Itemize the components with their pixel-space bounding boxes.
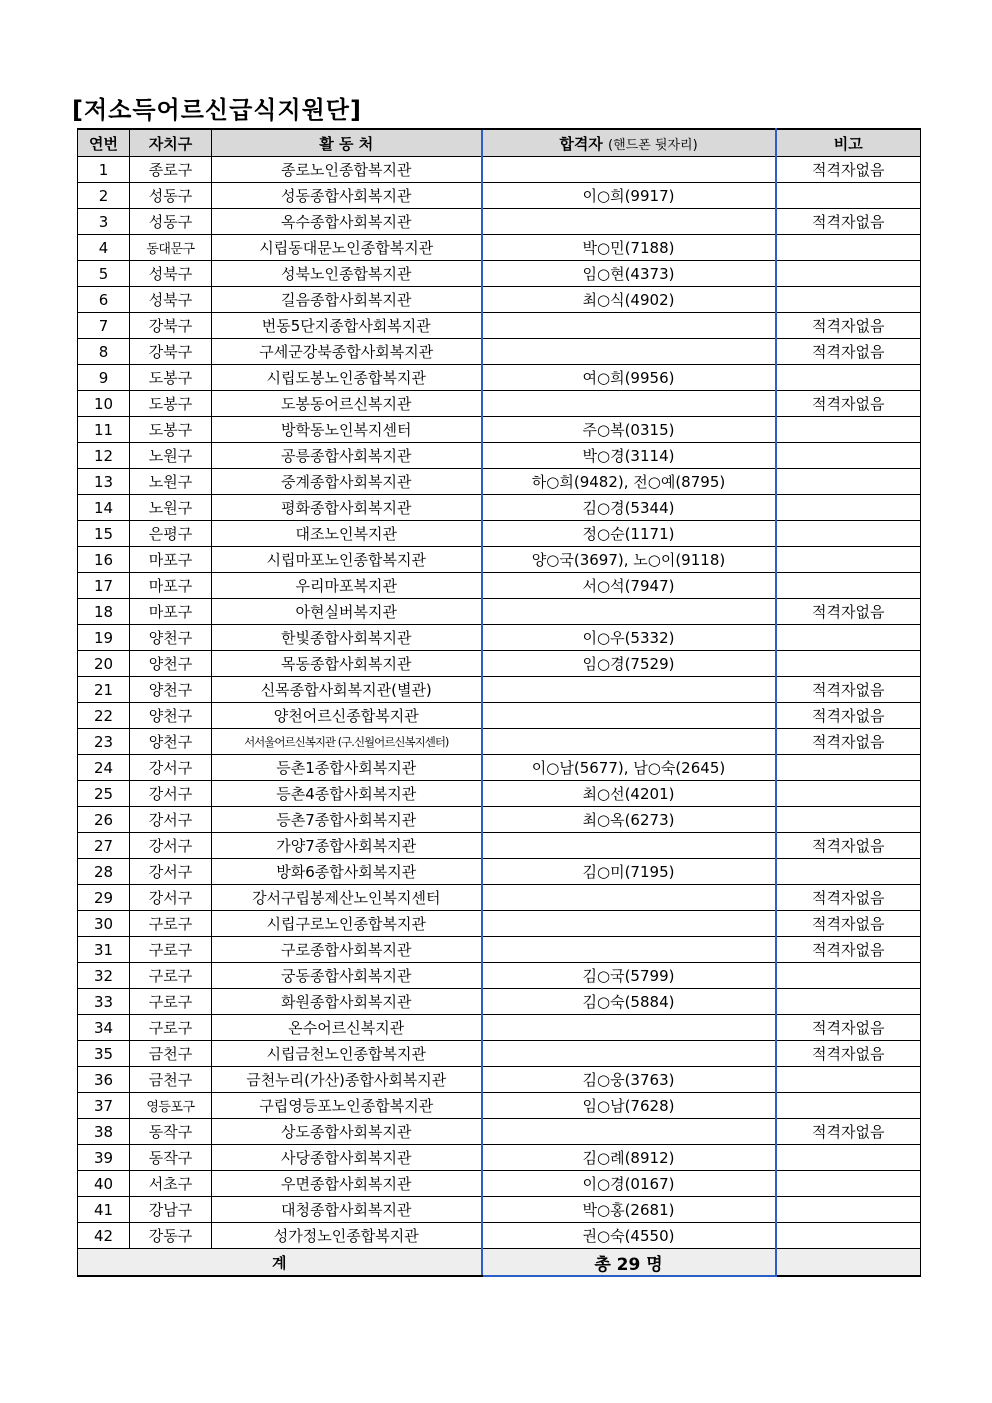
cell-no: 27 (78, 833, 130, 859)
cell-passer (482, 1015, 776, 1041)
cell-remark (776, 1197, 921, 1223)
cell-district: 마포구 (130, 573, 212, 599)
cell-district: 종로구 (130, 157, 212, 183)
cell-no: 30 (78, 911, 130, 937)
table-row (78, 703, 921, 729)
cell-place: 방학동노인복지센터 (212, 417, 482, 443)
cell-remark: 적격자없음 (776, 937, 921, 963)
table-row (78, 365, 921, 391)
cell-passer: 김○숙(5884) (482, 989, 776, 1015)
cell-place: 길음종합사회복지관 (212, 287, 482, 313)
cell-district: 구로구 (130, 989, 212, 1015)
page-title: [저소득어르신급식지원단] (72, 96, 362, 124)
cell-place: 평화종합사회복지관 (212, 495, 482, 521)
cell-passer (482, 313, 776, 339)
table-row (78, 469, 921, 495)
cell-district: 양천구 (130, 703, 212, 729)
cell-remark (776, 963, 921, 989)
table-row (78, 859, 921, 885)
cell-place: 양천어르신종합복지관 (212, 703, 482, 729)
cell-district: 성동구 (130, 183, 212, 209)
table-row (78, 547, 921, 573)
cell-remark: 적격자없음 (776, 339, 921, 365)
cell-district: 구로구 (130, 1015, 212, 1041)
cell-no: 39 (78, 1145, 130, 1171)
cell-no: 25 (78, 781, 130, 807)
table-row (78, 287, 921, 313)
cell-passer: 김○례(8912) (482, 1145, 776, 1171)
table-row (78, 781, 921, 807)
cell-place: 궁동종합사회복지관 (212, 963, 482, 989)
cell-district: 강동구 (130, 1223, 212, 1249)
cell-remark (776, 287, 921, 313)
cell-place: 등촌7종합사회복지관 (212, 807, 482, 833)
cell-passer: 서○석(7947) (482, 573, 776, 599)
cell-passer: 이○경(0167) (482, 1171, 776, 1197)
cell-remark (776, 183, 921, 209)
cell-no: 33 (78, 989, 130, 1015)
cell-passer (482, 833, 776, 859)
cell-no: 1 (78, 157, 130, 183)
cell-district: 은평구 (130, 521, 212, 547)
cell-passer (482, 729, 776, 755)
cell-place: 도봉동어르신복지관 (212, 391, 482, 417)
table-row (78, 261, 921, 287)
cell-no: 38 (78, 1119, 130, 1145)
table-row (78, 1093, 921, 1119)
cell-remark (776, 469, 921, 495)
cell-remark: 적격자없음 (776, 599, 921, 625)
cell-district: 강북구 (130, 313, 212, 339)
cell-remark (776, 989, 921, 1015)
cell-remark (776, 573, 921, 599)
cell-district: 마포구 (130, 547, 212, 573)
cell-passer (482, 339, 776, 365)
cell-place: 우면종합사회복지관 (212, 1171, 482, 1197)
cell-place: 종로노인종합복지관 (212, 157, 482, 183)
cell-no: 9 (78, 365, 130, 391)
cell-place: 구로종합사회복지관 (212, 937, 482, 963)
cell-place: 시립동대문노인종합복지관 (212, 235, 482, 261)
cell-place: 성동종합사회복지관 (212, 183, 482, 209)
cell-passer: 여○희(9956) (482, 365, 776, 391)
header-remark: 비고 (776, 129, 921, 157)
cell-remark (776, 1067, 921, 1093)
cell-place: 공릉종합사회복지관 (212, 443, 482, 469)
cell-remark (776, 235, 921, 261)
table-row (78, 937, 921, 963)
cell-passer: 김○경(5344) (482, 495, 776, 521)
cell-place: 우리마포복지관 (212, 573, 482, 599)
cell-passer (482, 937, 776, 963)
table-row (78, 833, 921, 859)
cell-remark: 적격자없음 (776, 391, 921, 417)
cell-district: 도봉구 (130, 417, 212, 443)
cell-passer: 양○국(3697), 노○이(9118) (482, 547, 776, 573)
cell-place: 금천누리(가산)종합사회복지관 (212, 1067, 482, 1093)
cell-district: 노원구 (130, 469, 212, 495)
header-district: 자치구 (130, 129, 212, 157)
table-row (78, 963, 921, 989)
cell-passer: 이○우(5332) (482, 625, 776, 651)
cell-district: 구로구 (130, 963, 212, 989)
cell-no: 34 (78, 1015, 130, 1041)
cell-no: 28 (78, 859, 130, 885)
cell-remark (776, 1093, 921, 1119)
cell-place: 사당종합사회복지관 (212, 1145, 482, 1171)
cell-remark (776, 495, 921, 521)
cell-no: 19 (78, 625, 130, 651)
cell-no: 20 (78, 651, 130, 677)
cell-remark (776, 365, 921, 391)
cell-remark: 적격자없음 (776, 1015, 921, 1041)
cell-district: 양천구 (130, 651, 212, 677)
table-row (78, 1197, 921, 1223)
cell-remark: 적격자없음 (776, 885, 921, 911)
cell-place: 시립금천노인종합복지관 (212, 1041, 482, 1067)
cell-no: 26 (78, 807, 130, 833)
cell-no: 31 (78, 937, 130, 963)
header-passer (482, 129, 776, 157)
cell-place: 등촌4종합사회복지관 (212, 781, 482, 807)
cell-no: 12 (78, 443, 130, 469)
cell-no: 16 (78, 547, 130, 573)
cell-place: 상도종합사회복지관 (212, 1119, 482, 1145)
cell-passer: 최○식(4902) (482, 287, 776, 313)
cell-remark: 적격자없음 (776, 677, 921, 703)
cell-place: 시립도봉노인종합복지관 (212, 365, 482, 391)
cell-place: 온수어르신복지관 (212, 1015, 482, 1041)
cell-passer (482, 1041, 776, 1067)
header-no: 연번 (78, 129, 130, 157)
cell-district: 성북구 (130, 261, 212, 287)
cell-no: 37 (78, 1093, 130, 1119)
cell-place: 성가정노인종합복지관 (212, 1223, 482, 1249)
cell-passer (482, 885, 776, 911)
cell-no: 32 (78, 963, 130, 989)
cell-district: 서초구 (130, 1171, 212, 1197)
cell-remark: 적격자없음 (776, 833, 921, 859)
cell-remark: 적격자없음 (776, 729, 921, 755)
cell-district: 영등포구 (130, 1093, 212, 1119)
cell-district: 동작구 (130, 1145, 212, 1171)
total-label: 계 (78, 1249, 482, 1277)
cell-passer: 박○홍(2681) (482, 1197, 776, 1223)
cell-district: 강서구 (130, 833, 212, 859)
cell-no: 35 (78, 1041, 130, 1067)
cell-passer: 하○희(9482), 전○예(8795) (482, 469, 776, 495)
cell-district: 금천구 (130, 1041, 212, 1067)
cell-passer: 김○미(7195) (482, 859, 776, 885)
cell-place: 시립마포노인종합복지관 (212, 547, 482, 573)
cell-passer (482, 677, 776, 703)
cell-remark (776, 261, 921, 287)
cell-district: 강서구 (130, 807, 212, 833)
table-row (78, 625, 921, 651)
cell-no: 23 (78, 729, 130, 755)
cell-no: 6 (78, 287, 130, 313)
cell-remark (776, 1145, 921, 1171)
cell-remark (776, 755, 921, 781)
cell-district: 강서구 (130, 885, 212, 911)
cell-district: 동대문구 (130, 235, 212, 261)
cell-district: 강남구 (130, 1197, 212, 1223)
table-row (78, 443, 921, 469)
cell-passer: 최○선(4201) (482, 781, 776, 807)
table-row (78, 573, 921, 599)
cell-remark (776, 547, 921, 573)
cell-passer: 임○남(7628) (482, 1093, 776, 1119)
cell-passer: 김○웅(3763) (482, 1067, 776, 1093)
cell-district: 마포구 (130, 599, 212, 625)
cell-remark (776, 521, 921, 547)
table-row (78, 989, 921, 1015)
cell-passer: 최○옥(6273) (482, 807, 776, 833)
cell-no: 13 (78, 469, 130, 495)
cell-remark: 적격자없음 (776, 1119, 921, 1145)
table-row (78, 157, 921, 183)
table-row (78, 495, 921, 521)
cell-place: 서서울어르신복지관 (구.신월어르신복지센터) (212, 729, 482, 755)
cell-passer: 권○숙(4550) (482, 1223, 776, 1249)
cell-no: 15 (78, 521, 130, 547)
cell-passer: 주○복(0315) (482, 417, 776, 443)
header-place: 활 동 처 (212, 129, 482, 157)
cell-district: 노원구 (130, 443, 212, 469)
cell-passer (482, 1119, 776, 1145)
table-row (78, 755, 921, 781)
table-row (78, 1041, 921, 1067)
total-remark (776, 1249, 921, 1277)
table-row (78, 183, 921, 209)
cell-place: 대청종합사회복지관 (212, 1197, 482, 1223)
cell-no: 24 (78, 755, 130, 781)
cell-place: 화원종합사회복지관 (212, 989, 482, 1015)
cell-district: 강서구 (130, 755, 212, 781)
cell-district: 구로구 (130, 937, 212, 963)
cell-remark (776, 807, 921, 833)
cell-no: 21 (78, 677, 130, 703)
table-row (78, 599, 921, 625)
table-row (78, 209, 921, 235)
cell-no: 41 (78, 1197, 130, 1223)
cell-passer: 임○현(4373) (482, 261, 776, 287)
cell-place: 대조노인복지관 (212, 521, 482, 547)
cell-district: 금천구 (130, 1067, 212, 1093)
cell-no: 36 (78, 1067, 130, 1093)
cell-no: 10 (78, 391, 130, 417)
cell-place: 시립구로노인종합복지관 (212, 911, 482, 937)
cell-passer: 임○경(7529) (482, 651, 776, 677)
table-row (78, 521, 921, 547)
cell-remark: 적격자없음 (776, 911, 921, 937)
cell-passer: 김○국(5799) (482, 963, 776, 989)
cell-district: 양천구 (130, 729, 212, 755)
results-table (77, 128, 921, 1277)
cell-remark (776, 1171, 921, 1197)
cell-district: 성북구 (130, 287, 212, 313)
cell-no: 11 (78, 417, 130, 443)
table-body (78, 157, 921, 1249)
table-row (78, 651, 921, 677)
cell-district: 양천구 (130, 625, 212, 651)
cell-no: 14 (78, 495, 130, 521)
cell-remark (776, 859, 921, 885)
table-row (78, 885, 921, 911)
cell-passer (482, 391, 776, 417)
cell-no: 3 (78, 209, 130, 235)
table-row (78, 391, 921, 417)
cell-passer: 이○희(9917) (482, 183, 776, 209)
cell-passer (482, 209, 776, 235)
cell-remark (776, 781, 921, 807)
cell-no: 42 (78, 1223, 130, 1249)
cell-remark (776, 417, 921, 443)
table-row (78, 911, 921, 937)
cell-passer (482, 157, 776, 183)
cell-district: 도봉구 (130, 391, 212, 417)
cell-place: 가양7종합사회복지관 (212, 833, 482, 859)
cell-place: 번동5단지종합사회복지관 (212, 313, 482, 339)
table-row (78, 1067, 921, 1093)
cell-remark: 적격자없음 (776, 703, 921, 729)
cell-district: 강북구 (130, 339, 212, 365)
cell-district: 노원구 (130, 495, 212, 521)
table-row (78, 1145, 921, 1171)
cell-passer: 박○민(7188) (482, 235, 776, 261)
cell-remark: 적격자없음 (776, 157, 921, 183)
header-passer-label: 합격자 (559, 134, 603, 153)
total-value: 총 29 명 (482, 1249, 776, 1277)
cell-no: 5 (78, 261, 130, 287)
cell-remark: 적격자없음 (776, 209, 921, 235)
cell-passer: 박○경(3114) (482, 443, 776, 469)
cell-passer (482, 599, 776, 625)
cell-remark (776, 443, 921, 469)
table-row (78, 313, 921, 339)
table-header-row (78, 129, 921, 157)
header-passer-note: (핸드폰 뒷자리) (608, 137, 698, 153)
cell-district: 강서구 (130, 781, 212, 807)
cell-remark: 적격자없음 (776, 313, 921, 339)
cell-no: 29 (78, 885, 130, 911)
cell-place: 성북노인종합복지관 (212, 261, 482, 287)
table-row (78, 1015, 921, 1041)
cell-district: 강서구 (130, 859, 212, 885)
cell-remark (776, 625, 921, 651)
total-row (78, 1249, 921, 1277)
cell-no: 40 (78, 1171, 130, 1197)
cell-place: 목동종합사회복지관 (212, 651, 482, 677)
cell-passer: 정○순(1171) (482, 521, 776, 547)
cell-place: 한빛종합사회복지관 (212, 625, 482, 651)
cell-place: 구립영등포노인종합복지관 (212, 1093, 482, 1119)
cell-place: 구세군강북종합사회복지관 (212, 339, 482, 365)
cell-no: 7 (78, 313, 130, 339)
cell-district: 양천구 (130, 677, 212, 703)
cell-passer (482, 911, 776, 937)
cell-remark (776, 1223, 921, 1249)
cell-remark: 적격자없음 (776, 1041, 921, 1067)
table-row (78, 235, 921, 261)
cell-no: 4 (78, 235, 130, 261)
cell-place: 옥수종합사회복지관 (212, 209, 482, 235)
cell-no: 17 (78, 573, 130, 599)
table-row (78, 339, 921, 365)
cell-passer (482, 703, 776, 729)
cell-no: 22 (78, 703, 130, 729)
cell-no: 8 (78, 339, 130, 365)
cell-district: 성동구 (130, 209, 212, 235)
cell-no: 18 (78, 599, 130, 625)
cell-remark (776, 651, 921, 677)
table-row (78, 729, 921, 755)
table-row (78, 417, 921, 443)
cell-district: 동작구 (130, 1119, 212, 1145)
cell-no: 2 (78, 183, 130, 209)
table-row (78, 677, 921, 703)
cell-place: 방화6종합사회복지관 (212, 859, 482, 885)
table-row (78, 1223, 921, 1249)
cell-place: 등촌1종합사회복지관 (212, 755, 482, 781)
table-row (78, 1171, 921, 1197)
cell-district: 구로구 (130, 911, 212, 937)
cell-place: 중계종합사회복지관 (212, 469, 482, 495)
cell-place: 신목종합사회복지관(별관) (212, 677, 482, 703)
table-row (78, 1119, 921, 1145)
cell-place: 강서구립봉제산노인복지센터 (212, 885, 482, 911)
table-row (78, 807, 921, 833)
cell-district: 도봉구 (130, 365, 212, 391)
cell-passer: 이○남(5677), 남○숙(2645) (482, 755, 776, 781)
cell-place: 아현실버복지관 (212, 599, 482, 625)
